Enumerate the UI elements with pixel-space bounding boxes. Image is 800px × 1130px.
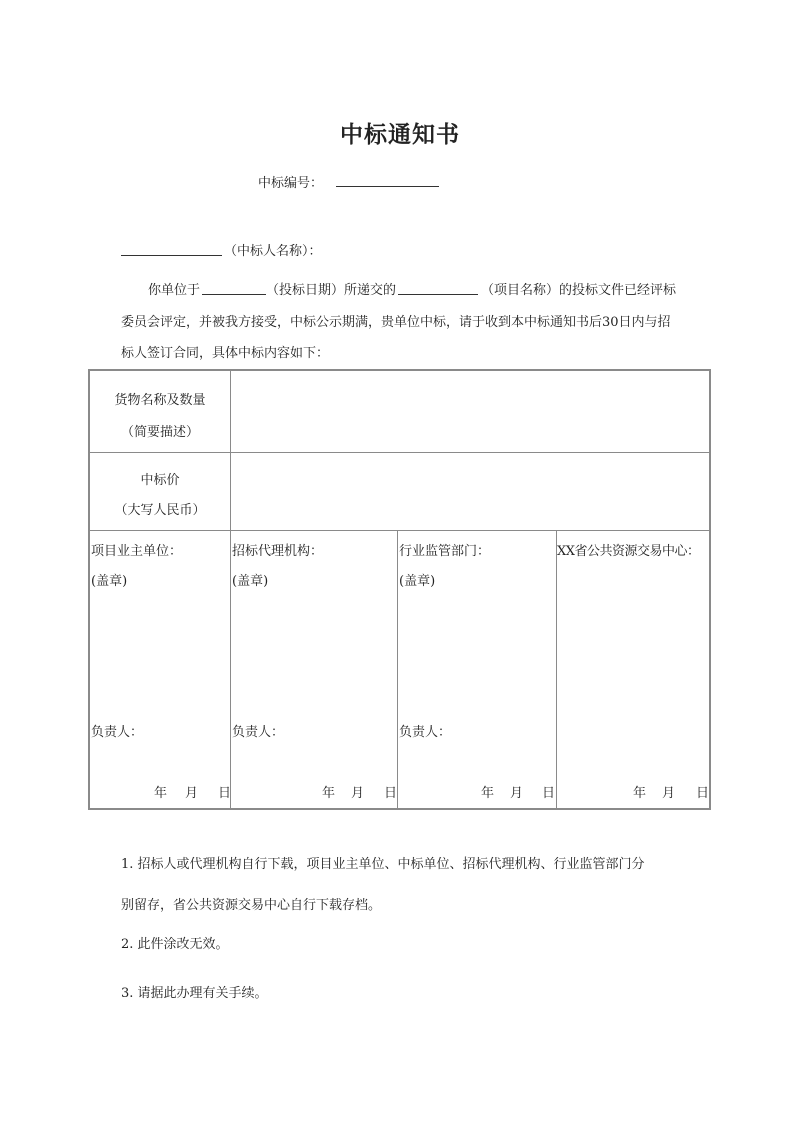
- signer-person: 负责人：: [91, 725, 144, 740]
- date-year: 年: [633, 786, 647, 801]
- signer-org: 项目业主单位：: [91, 544, 183, 559]
- winner-name-blank: [121, 255, 222, 256]
- body-line1-a: 你单位于: [148, 283, 201, 298]
- bid-number-blank: [336, 186, 439, 187]
- date-month: 月: [185, 786, 199, 801]
- note-1-line2: 别留存，省公共资源交易中心自行下载存档。: [121, 898, 382, 913]
- note-3: 3. 请据此办理有关手续。: [121, 986, 268, 1001]
- note-2: 2. 此件涂改无效。: [121, 937, 229, 952]
- table-divider: [230, 530, 231, 809]
- page-title: 中标通知书: [340, 122, 460, 148]
- body-line1-c: （项目名称）的投标文件已经评标: [481, 283, 677, 298]
- table-divider: [556, 530, 557, 809]
- body-line2: 委员会评定，并被我方接受，中标公示期满，贵单位中标，请于收到本中标通知书后30日内与招: [121, 315, 671, 330]
- date-day: 日: [542, 786, 556, 801]
- date-month: 月: [510, 786, 524, 801]
- signer-org: 行业监管部门：: [399, 544, 491, 559]
- goods-sublabel: （简要描述）: [120, 425, 199, 440]
- date-day: 日: [696, 786, 710, 801]
- date-month: 月: [351, 786, 365, 801]
- date-month: 月: [662, 786, 676, 801]
- price-label: 中标价: [140, 473, 180, 488]
- date-year: 年: [481, 786, 495, 801]
- signer-org: XX省公共资源交易中心：: [557, 544, 700, 559]
- body-line3: 标人签订合同，具体中标内容如下：: [121, 346, 330, 361]
- table-divider: [397, 530, 398, 809]
- signer-person: 负责人：: [232, 725, 285, 740]
- signer-seal: (盖章): [399, 574, 436, 589]
- price-sublabel: （大写人民币）: [114, 503, 206, 518]
- table-divider: [89, 452, 710, 453]
- bid-number-label: 中标编号：: [258, 176, 324, 191]
- table-divider: [89, 530, 710, 531]
- bid-date-blank: [202, 294, 266, 295]
- date-year: 年: [322, 786, 336, 801]
- body-line1-b: （投标日期）所递交的: [266, 283, 397, 298]
- note-1-line1: 1. 招标人或代理机构自行下载，项目业主单位、中标单位、招标代理机构、行业监管部门分: [121, 857, 645, 872]
- date-day: 日: [218, 786, 232, 801]
- signer-seal: (盖章): [91, 574, 128, 589]
- date-day: 日: [384, 786, 398, 801]
- signer-seal: (盖章): [232, 574, 269, 589]
- winner-name-label: （中标人名称）：: [224, 244, 322, 259]
- signer-org: 招标代理机构：: [232, 544, 324, 559]
- project-name-blank: [398, 294, 478, 295]
- signer-person: 负责人：: [399, 725, 452, 740]
- date-year: 年: [154, 786, 168, 801]
- goods-label: 货物名称及数量: [114, 393, 206, 408]
